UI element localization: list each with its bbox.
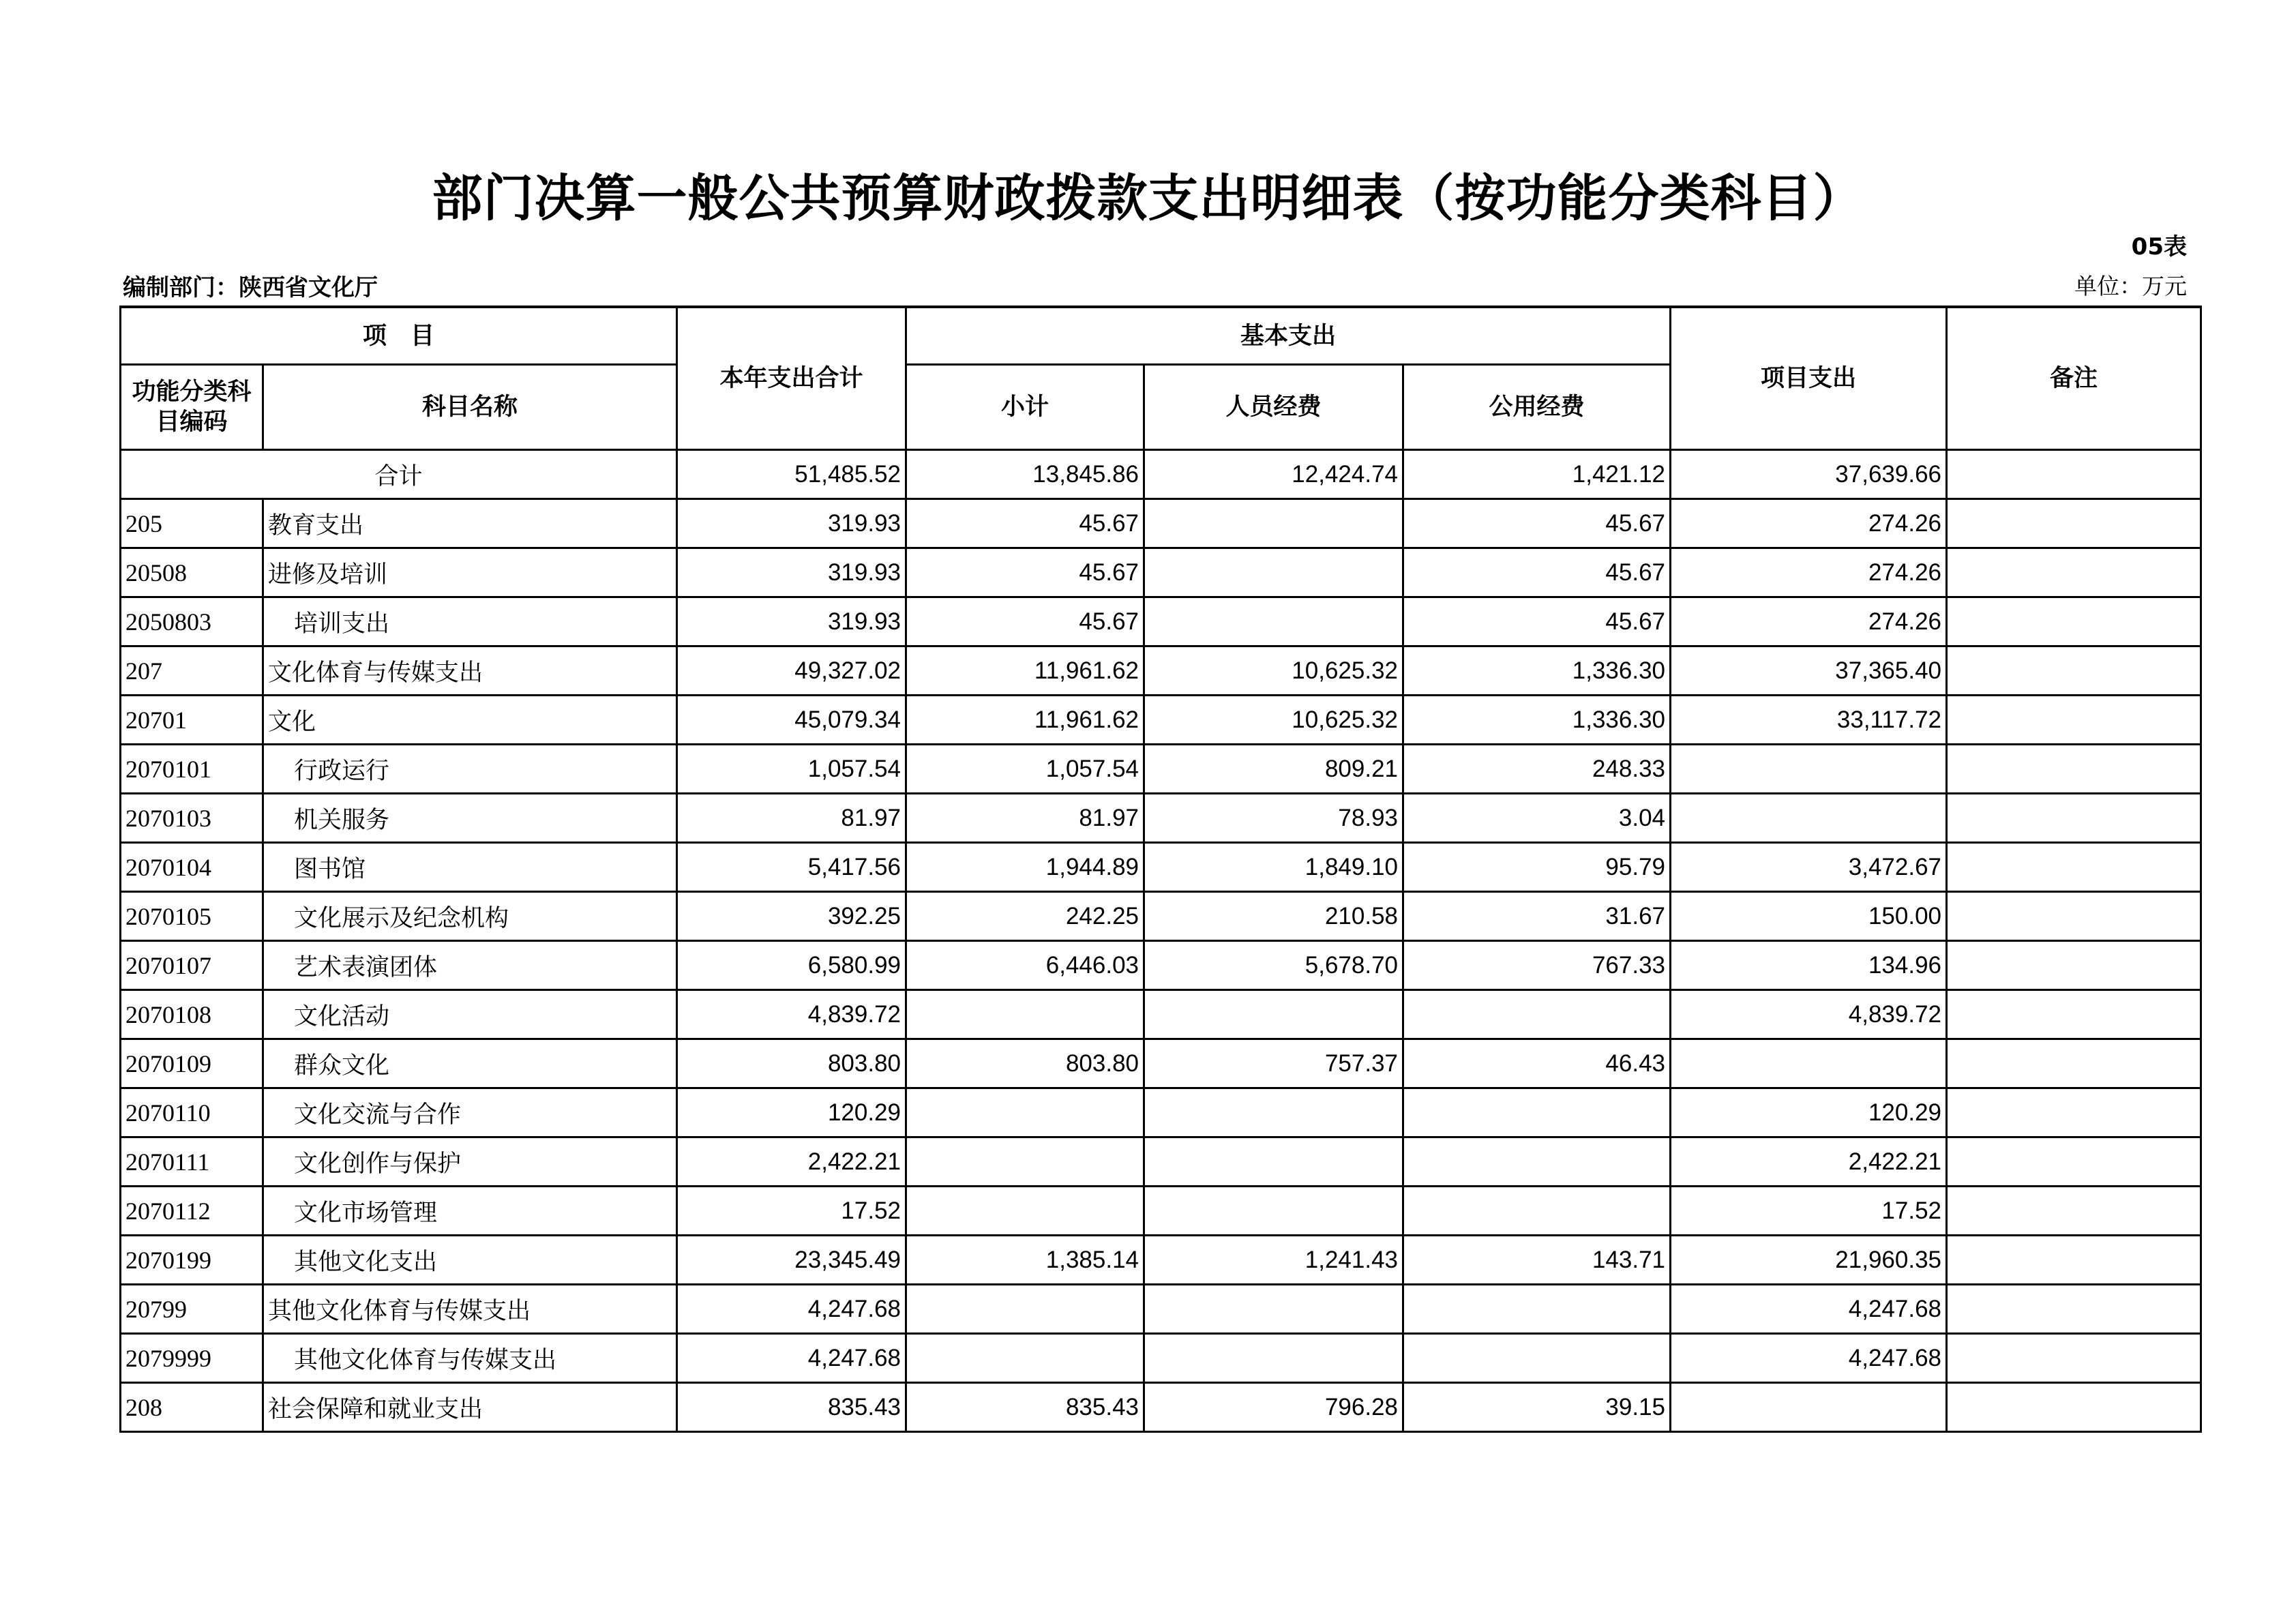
cell-remark [1947,646,2201,696]
cell-project: 3,472.67 [1671,843,1947,892]
cell-name: 群众文化 [263,1039,677,1088]
cell-project: 2,422.21 [1671,1137,1947,1187]
cell-remark [1947,892,2201,941]
cell-name: 社会保障和就业支出 [263,1383,677,1432]
cell-total: 120.29 [677,1088,906,1137]
cell-name: 其他文化支出 [263,1236,677,1285]
cell-subtotal: 45.67 [906,597,1144,646]
cell-total: 49,327.02 [677,646,906,696]
cell-public: 767.33 [1403,941,1671,990]
cell-public: 3.04 [1403,794,1671,843]
cell-subtotal [906,990,1144,1039]
cell-code: 207 [121,646,263,696]
cell-project: 21,960.35 [1671,1236,1947,1285]
cell-personnel [1144,548,1403,597]
cell-project: 37,365.40 [1671,646,1947,696]
cell-remark [1947,1088,2201,1137]
cell-code: 2070101 [121,745,263,794]
cell-total: 835.43 [677,1383,906,1432]
cell-project: 134.96 [1671,941,1947,990]
cell-project: 17.52 [1671,1187,1947,1236]
total-personnel: 12,424.74 [1144,450,1403,499]
cell-personnel: 809.21 [1144,745,1403,794]
cell-remark [1947,1137,2201,1187]
cell-total: 2,422.21 [677,1137,906,1187]
table-row [121,941,2201,990]
header-subtotal: 小计 [906,365,1144,450]
cell-code: 205 [121,499,263,548]
table-row [121,1137,2201,1187]
cell-subtotal: 1,385.14 [906,1236,1144,1285]
cell-public: 45.67 [1403,597,1671,646]
cell-personnel [1144,1187,1403,1236]
cell-remark [1947,696,2201,745]
header-code: 功能分类科目编码 [121,365,263,450]
cell-name: 进修及培训 [263,548,677,597]
header-remark: 备注 [1947,307,2201,450]
cell-total: 17.52 [677,1187,906,1236]
cell-remark [1947,1383,2201,1432]
table-row [121,843,2201,892]
cell-code: 208 [121,1383,263,1432]
cell-project [1671,1383,1947,1432]
cell-name: 机关服务 [263,794,677,843]
cell-public [1403,1285,1671,1334]
cell-public: 1,336.30 [1403,696,1671,745]
header-item: 项 目 [121,307,677,365]
table-number: 05表 [2131,233,2187,260]
cell-total: 4,247.68 [677,1285,906,1334]
cell-personnel [1144,499,1403,548]
cell-code: 2070110 [121,1088,263,1137]
cell-personnel: 10,625.32 [1144,646,1403,696]
cell-code: 2070199 [121,1236,263,1285]
cell-personnel [1144,1334,1403,1383]
cell-project: 120.29 [1671,1088,1947,1137]
cell-remark [1947,1187,2201,1236]
cell-subtotal: 242.25 [906,892,1144,941]
cell-remark [1947,745,2201,794]
cell-remark [1947,1285,2201,1334]
cell-code: 20799 [121,1285,263,1334]
unit-label: 单位：万元 [2074,273,2187,299]
table-row [121,1285,2201,1334]
cell-subtotal: 6,446.03 [906,941,1144,990]
cell-public: 45.67 [1403,548,1671,597]
cell-remark [1947,597,2201,646]
cell-total: 5,417.56 [677,843,906,892]
cell-total: 1,057.54 [677,745,906,794]
table-row [121,548,2201,597]
table-row [121,597,2201,646]
cell-public [1403,1187,1671,1236]
cell-project: 150.00 [1671,892,1947,941]
table-row [121,990,2201,1039]
cell-project: 274.26 [1671,548,1947,597]
cell-subtotal: 11,961.62 [906,696,1144,745]
cell-total: 319.93 [677,548,906,597]
table-row [121,646,2201,696]
cell-subtotal: 45.67 [906,548,1144,597]
cell-name: 行政运行 [263,745,677,794]
cell-personnel [1144,1285,1403,1334]
cell-personnel: 1,241.43 [1144,1236,1403,1285]
cell-name: 教育支出 [263,499,677,548]
header-name: 科目名称 [263,365,677,450]
cell-personnel: 757.37 [1144,1039,1403,1088]
cell-public [1403,990,1671,1039]
cell-personnel: 10,625.32 [1144,696,1403,745]
table-row [121,1236,2201,1285]
report-title: 部门决算一般公共预算财政拨款支出明细表（按功能分类科目） [432,169,1864,228]
cell-name: 文化活动 [263,990,677,1039]
cell-name: 文化创作与保护 [263,1137,677,1187]
total-total: 51,485.52 [677,450,906,499]
expenditure-table [119,306,2202,1433]
cell-remark [1947,990,2201,1039]
total-label: 合计 [121,450,677,499]
header-total: 本年支出合计 [677,307,906,450]
table-row [121,1334,2201,1383]
cell-project: 4,247.68 [1671,1285,1947,1334]
cell-public: 46.43 [1403,1039,1671,1088]
cell-project [1671,1039,1947,1088]
cell-subtotal: 81.97 [906,794,1144,843]
cell-name: 其他文化体育与传媒支出 [263,1334,677,1383]
header-project: 项目支出 [1671,307,1947,450]
cell-name: 文化体育与传媒支出 [263,646,677,696]
table-row [121,696,2201,745]
total-remark [1947,450,2201,499]
table-row [121,794,2201,843]
cell-total: 6,580.99 [677,941,906,990]
cell-code: 2050803 [121,597,263,646]
cell-subtotal: 11,961.62 [906,646,1144,696]
cell-code: 2070112 [121,1187,263,1236]
table-row [121,745,2201,794]
total-subtotal: 13,845.86 [906,450,1144,499]
cell-public: 31.67 [1403,892,1671,941]
cell-name: 文化 [263,696,677,745]
cell-project: 274.26 [1671,499,1947,548]
cell-subtotal: 45.67 [906,499,1144,548]
cell-name: 其他文化体育与传媒支出 [263,1285,677,1334]
cell-name: 图书馆 [263,843,677,892]
table-row [121,1088,2201,1137]
table-row [121,499,2201,548]
table-row [121,1039,2201,1088]
cell-total: 81.97 [677,794,906,843]
cell-public [1403,1088,1671,1137]
cell-name: 艺术表演团体 [263,941,677,990]
header-public: 公用经费 [1403,365,1671,450]
cell-project [1671,745,1947,794]
table-row [121,1383,2201,1432]
cell-code: 2070109 [121,1039,263,1088]
cell-personnel [1144,990,1403,1039]
header-basic: 基本支出 [906,307,1671,365]
cell-total: 4,247.68 [677,1334,906,1383]
cell-remark [1947,1039,2201,1088]
cell-total: 23,345.49 [677,1236,906,1285]
cell-subtotal: 803.80 [906,1039,1144,1088]
cell-subtotal [906,1285,1144,1334]
cell-code: 20701 [121,696,263,745]
cell-remark [1947,1334,2201,1383]
cell-code: 2070108 [121,990,263,1039]
cell-project: 33,117.72 [1671,696,1947,745]
cell-remark [1947,843,2201,892]
total-row [121,450,2201,499]
cell-total: 45,079.34 [677,696,906,745]
cell-subtotal [906,1088,1144,1137]
cell-code: 2079999 [121,1334,263,1383]
cell-subtotal: 835.43 [906,1383,1144,1432]
cell-code: 2070104 [121,843,263,892]
table-row [121,892,2201,941]
cell-remark [1947,794,2201,843]
cell-name: 文化交流与合作 [263,1088,677,1137]
cell-name: 文化市场管理 [263,1187,677,1236]
cell-remark [1947,499,2201,548]
cell-project: 274.26 [1671,597,1947,646]
cell-personnel: 78.93 [1144,794,1403,843]
cell-personnel [1144,1137,1403,1187]
cell-public: 39.15 [1403,1383,1671,1432]
cell-total: 319.93 [677,499,906,548]
cell-remark [1947,941,2201,990]
cell-subtotal: 1,057.54 [906,745,1144,794]
cell-total: 392.25 [677,892,906,941]
table-row [121,1187,2201,1236]
compiling-department: 编制部门：陕西省文化厅 [123,274,378,301]
cell-personnel [1144,597,1403,646]
cell-remark [1947,548,2201,597]
cell-personnel: 210.58 [1144,892,1403,941]
cell-total: 319.93 [677,597,906,646]
cell-project: 4,247.68 [1671,1334,1947,1383]
cell-personnel: 1,849.10 [1144,843,1403,892]
cell-subtotal [906,1334,1144,1383]
cell-code: 20508 [121,548,263,597]
header-personnel: 人员经费 [1144,365,1403,450]
cell-public: 45.67 [1403,499,1671,548]
cell-public [1403,1334,1671,1383]
cell-project: 4,839.72 [1671,990,1947,1039]
cell-subtotal: 1,944.89 [906,843,1144,892]
cell-code: 2070107 [121,941,263,990]
cell-personnel [1144,1088,1403,1137]
cell-personnel: 5,678.70 [1144,941,1403,990]
cell-subtotal [906,1137,1144,1187]
cell-public: 143.71 [1403,1236,1671,1285]
cell-public: 1,336.30 [1403,646,1671,696]
cell-subtotal [906,1187,1144,1236]
cell-name: 文化展示及纪念机构 [263,892,677,941]
cell-public: 248.33 [1403,745,1671,794]
cell-name: 培训支出 [263,597,677,646]
cell-public [1403,1137,1671,1187]
total-project: 37,639.66 [1671,450,1947,499]
cell-total: 803.80 [677,1039,906,1088]
cell-remark [1947,1236,2201,1285]
cell-public: 95.79 [1403,843,1671,892]
cell-project [1671,794,1947,843]
total-public: 1,421.12 [1403,450,1671,499]
cell-total: 4,839.72 [677,990,906,1039]
cell-code: 2070111 [121,1137,263,1187]
cell-code: 2070103 [121,794,263,843]
cell-code: 2070105 [121,892,263,941]
cell-personnel: 796.28 [1144,1383,1403,1432]
